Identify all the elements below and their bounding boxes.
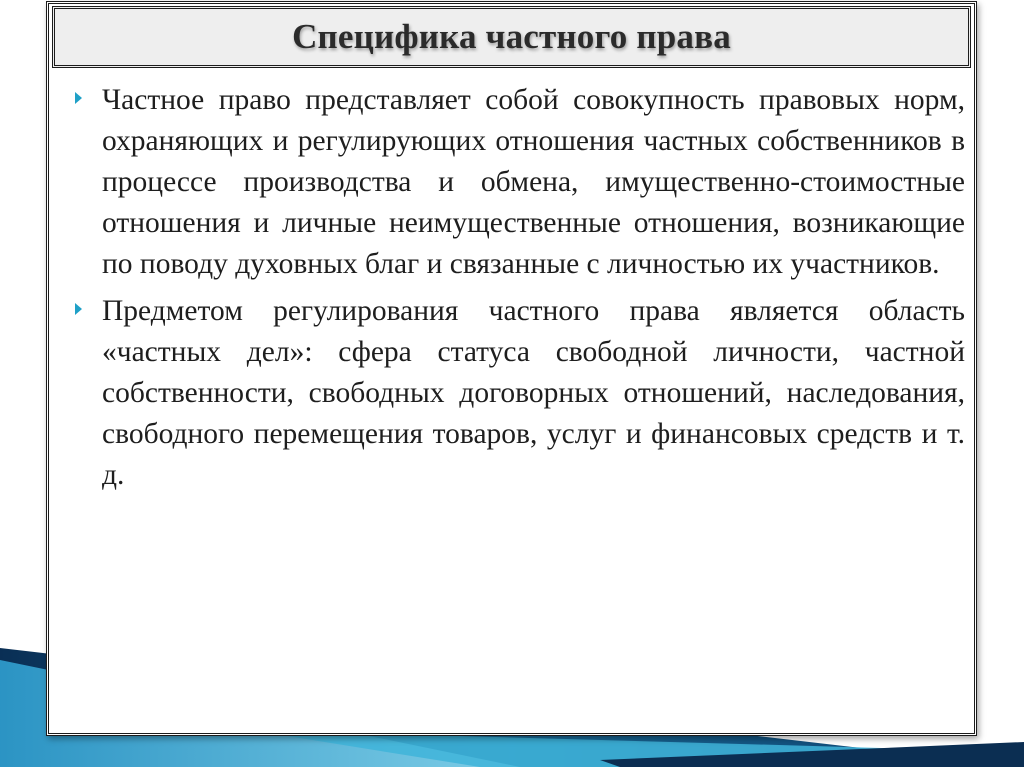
bullet-list [72,80,965,502]
bullet-text: Частное право представляет собой совокупность правовых норм, охраняющих и регулирующих отношения частных собственников в процессе производства и обмена, имущественно-стоимостные отношения и личные неимущественные отношения, возникающие по поводу духовных благ и связанные с личностью их участников. [102,84,965,280]
list-item [72,291,965,496]
triangle-bullet-icon [75,303,82,315]
triangle-bullet-icon [75,92,82,104]
slide-title: Специфика частного права [292,17,731,56]
bullet-text: Предметом регулирования частного права является область «частных дел»: сфера статуса свободной личности, частной собственности, свободных договорных отношений, наследования, свободного перемещения товаров, услуг и финансовых средств и т. д. [102,295,965,491]
list-item [72,80,965,285]
title-bar [52,6,971,68]
